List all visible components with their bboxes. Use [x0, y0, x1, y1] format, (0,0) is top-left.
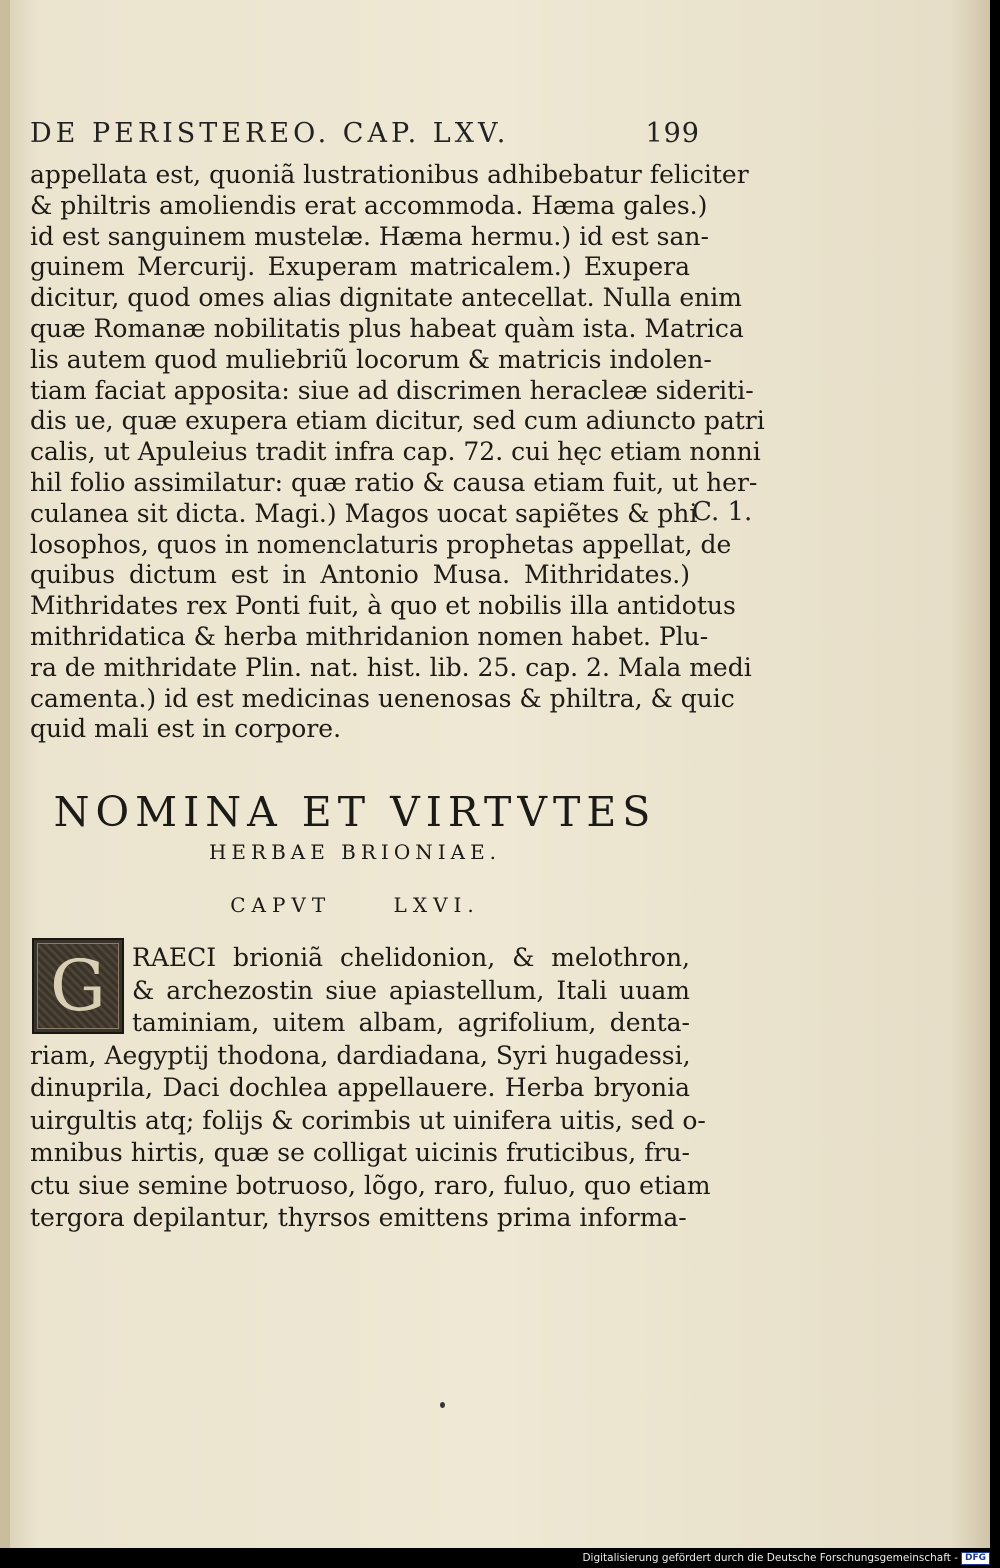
- text-line: uirgultis atq; folijs & corimbis ut uinifera uitis, sed o-: [30, 1105, 706, 1135]
- text-line: mithridatica & herba mithridanion nomen habet. Plu-: [30, 621, 709, 651]
- text-line: hil folio assimilatur: quæ ratio & causa etiam fuit, ut her-: [30, 467, 758, 497]
- text-line: losophos, quos in nomenclaturis prophetas appellat, de: [30, 529, 732, 559]
- page-number: 199: [645, 118, 700, 149]
- text-line: dinuprila, Daci dochlea appellauere. Herba bryonia: [30, 1073, 690, 1102]
- chapter-subheading: HERBAE BRIONIAE.: [208, 840, 502, 864]
- chapter-number: CAPVT LXVI.: [230, 893, 480, 917]
- text-line: dicitur, quod omes alias dignitate antecellat. Nulla enim: [30, 283, 742, 313]
- text-line: culanea sit dicta. Magi.) Magos uocat sapiẽtes & phi: [30, 498, 698, 528]
- text-line: ra de mithridate Plin. nat. hist. lib. 25. cap. 2. Mala medi: [30, 652, 752, 682]
- text-line: tiam faciat apposita: siue ad discrimen heracleæ sideriti-: [30, 375, 754, 405]
- ink-speck: [440, 1402, 445, 1408]
- dfg-logo: DFG: [961, 1552, 990, 1565]
- text-line: tergora depilantur, thyrsos emittens prima informa-: [30, 1203, 687, 1232]
- page-edge: [0, 0, 10, 1548]
- text-line: RAECI brioniã chelidonion, & melothron,: [132, 943, 690, 972]
- text-line: lis autem quod muliebriũ locorum & matricis indolen-: [30, 344, 712, 374]
- text-line: taminiam, uitem albam, agrifolium, denta-: [132, 1008, 690, 1037]
- text-line: camenta.) id est medicinas uenenosas & philtra, & quic: [30, 683, 735, 713]
- digitization-footer: [582, 1551, 990, 1565]
- chapter-heading: NOMINA ET VIRTVTES: [53, 788, 657, 836]
- text-line: appellata est, quoniã lustrationibus adhibebatur feliciter: [30, 160, 749, 189]
- text-line: & philtris amoliendis erat accommoda. Hæma gales.): [30, 190, 708, 220]
- text-line: Mithridates rex Ponti fuit, à quo et nobilis illa antidotus: [30, 591, 736, 621]
- chapter-text: [30, 942, 711, 1235]
- text-line: mnibus hirtis, quæ se colligat uicinis fruticibus, fru-: [30, 1138, 690, 1167]
- text-line: quibus dictum est in Antonio Musa. Mithridates.): [30, 560, 690, 590]
- text-line: quæ Romanæ nobilitatis plus habeat quàm ista. Matrica: [30, 313, 744, 343]
- text-line: guinem Mercurij. Exuperam matricalem.) Exupera: [30, 252, 690, 282]
- text-line: id est sanguinem mustelæ. Hæma hermu.) id est san-: [30, 221, 709, 251]
- text-line: calis, ut Apuleius tradit infra cap. 72. cui hęc etiam nonni: [30, 437, 761, 467]
- text-line: dis ue, quæ exupera etiam dicitur, sed cum adiuncto patri: [30, 406, 765, 436]
- text-line: quid mali est in corpore.: [30, 714, 342, 744]
- text-line: riam, Aegyptij thodona, dardiadana, Syri hugadessi,: [30, 1040, 691, 1070]
- running-title: DE PERISTEREO. CAP. LXV.: [30, 118, 510, 149]
- footer-text: Digitalisierung gefördert durch die Deutsche Forschungsgemeinschaft -: [582, 1552, 958, 1564]
- text-line: & archezostin siue apiastellum, Itali uuam: [132, 975, 690, 1005]
- margin-note: C. 1.: [692, 497, 753, 527]
- initial-letter: G: [50, 945, 106, 1027]
- running-header: [30, 118, 700, 154]
- text-line: ctu siue semine botruoso, lõgo, raro, fuluo, quo etiam: [30, 1170, 711, 1200]
